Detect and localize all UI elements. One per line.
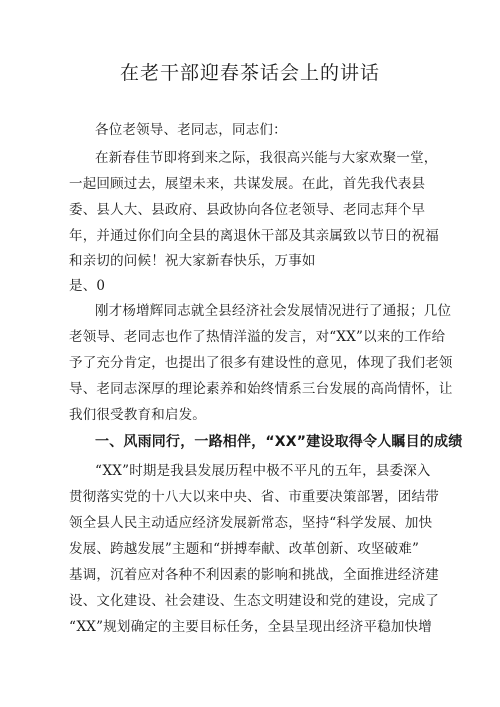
paragraph-line: 导、老同志深厚的理论素养和始终情系三台发展的高尚情怀，让 [69,381,453,397]
paragraph-line: 刚才杨增辉同志就全县经济社会发展情况进行了通报；几位 [95,303,452,319]
paragraph-line: 和亲切的问候！祝大家新春快乐，万事如 [69,253,316,269]
paragraph-line: 基调，沉着应对各种不利因素的影响和挑战，全面推进经济建 [69,567,439,583]
paragraph-line: 是、0 [69,278,106,294]
paragraph-line: 予了充分肯定，也提出了很多有建设性的意见，体现了我们老领 [69,355,453,371]
paragraph-line: “XX”规划确定的主要目标任务，全县呈现出经济平稳加快增 [69,619,432,635]
paragraph-line: 贯彻落实党的十八大以来中央、省、市重要决策部署，团结带 [69,489,439,505]
paragraph-line: 领全县人民主动适应经济发展新常态，坚持“科学发展、加快 [69,515,433,531]
paragraph-line: 设、文化建设、社会建设、生态文明建设和党的建设，完成了 [69,593,439,609]
section-heading: 一、风雨同行，一路相伴，“XX”建设取得令人瞩目的成绩 [95,434,463,450]
paragraph-line: 在新春佳节即将到来之际，我很高兴能与大家欢聚一堂， [95,150,438,166]
salutation: 各位老领导、老同志，同志们： [95,122,287,138]
paragraph-line: 我们很受教育和启发。 [69,407,206,423]
paragraph-line: 委、县人大、县政府、县政协向各位老领导、老同志拜个早 [69,202,426,218]
paragraph-line: 一起回顾过去，展望未来，共谋发展。在此，首先我代表县 [69,176,426,192]
document-title: 在老干部迎春茶话会上的讲话 [119,62,380,84]
paragraph-line: 年，并通过你们向全县的离退休干部及其亲属致以节日的祝福 [69,228,439,244]
paragraph-line: “XX”时期是我县发展历程中极不平凡的五年，县委深入 [95,463,431,479]
paragraph-line: 发展、跨越发展”主题和“拼搏奉献、改革创新、攻坚破难” [69,541,420,557]
paragraph-line: 老领导、老同志也作了热情洋溢的发言，对“XX”以来的工作给 [69,329,446,345]
